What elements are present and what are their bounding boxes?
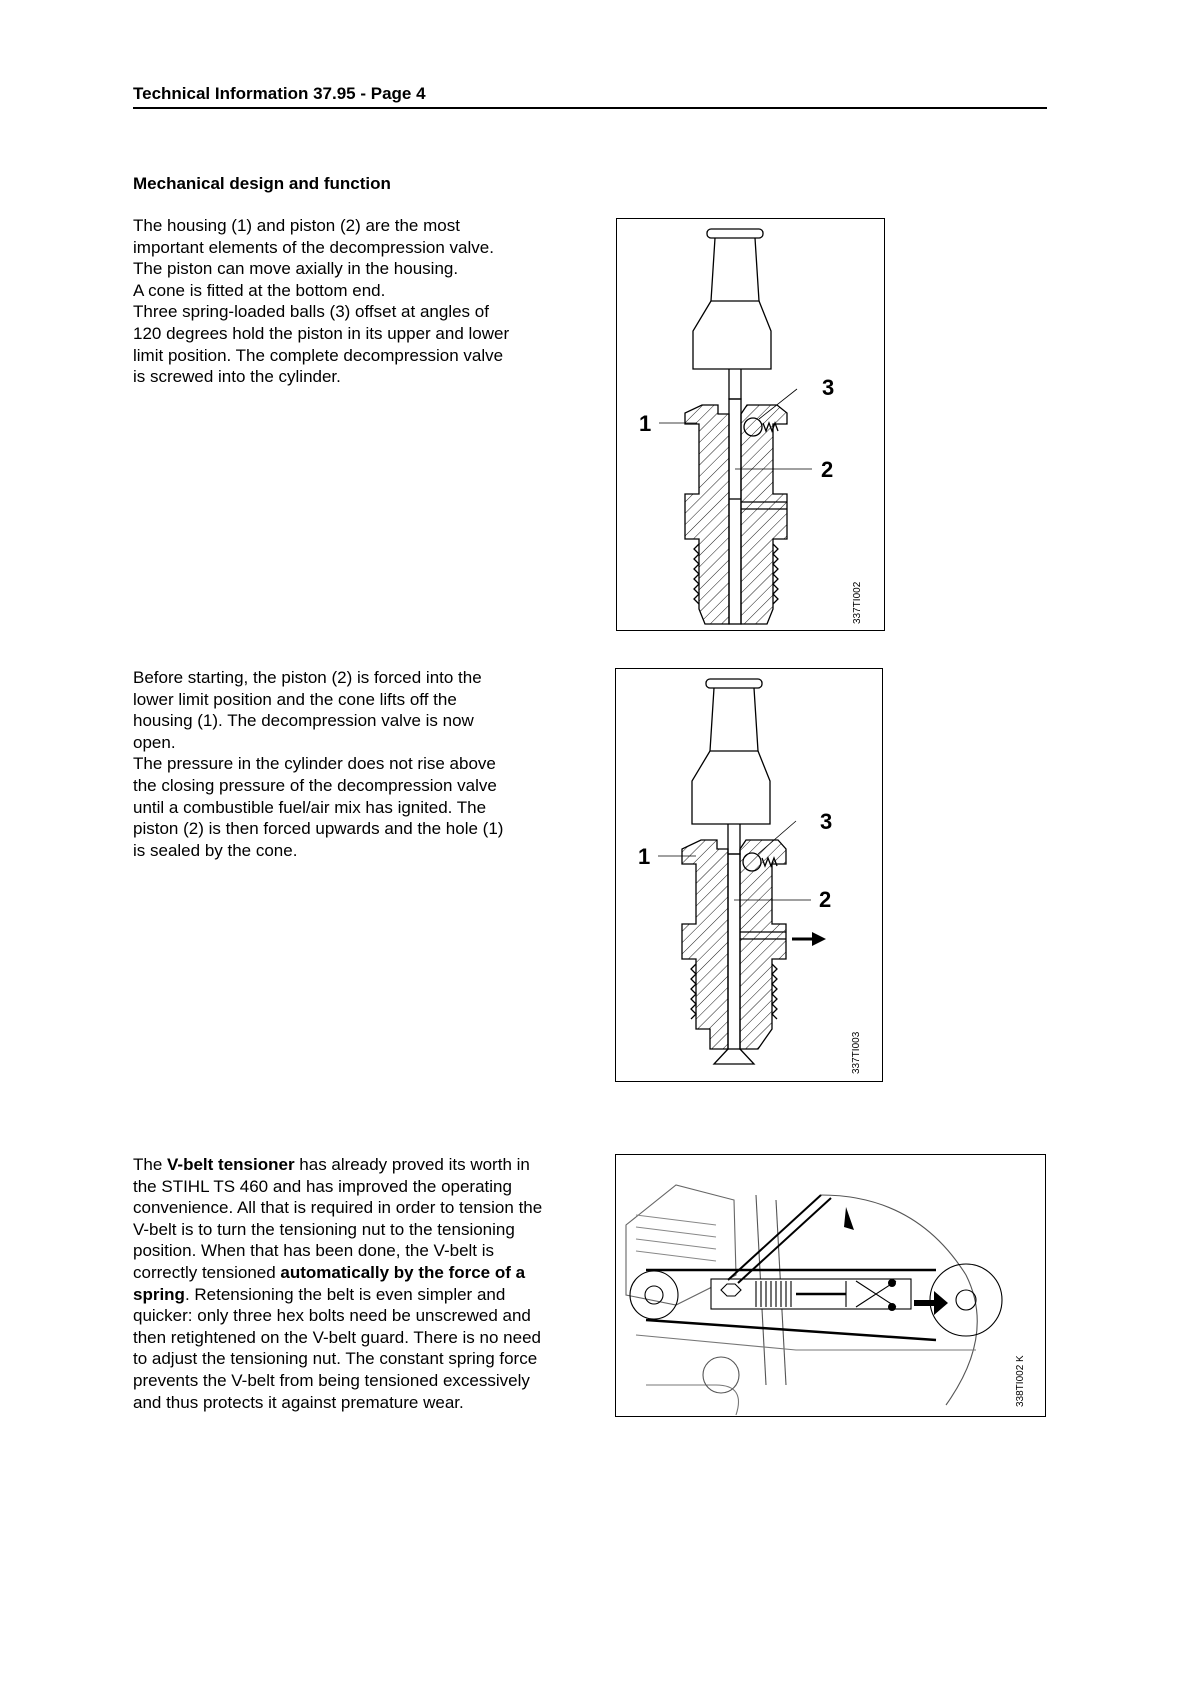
figure-v-belt-tensioner — [615, 1154, 1046, 1417]
figure-code: 337TI003 — [851, 1031, 862, 1074]
tensioner-drawing — [616, 1155, 1047, 1418]
text-line: the closing pressure of the decompression valve — [133, 775, 497, 795]
rotation-arrow-icon — [844, 1207, 854, 1230]
text-line: Three spring-loaded balls (3) offset at angles of — [133, 302, 489, 322]
text-line: The pressure in the cylinder does not rise above — [133, 754, 496, 774]
arrow-icon — [812, 932, 826, 946]
text-line: 120 degrees hold the piston in its upper and lower — [133, 323, 510, 343]
text-line: housing (1). The decompression valve is now — [133, 711, 474, 731]
figure-code: 338TI002 K — [1015, 1355, 1026, 1407]
bold-term: V-belt tensioner — [167, 1155, 295, 1174]
text-line: limit position. The complete decompression valve — [133, 345, 504, 365]
valve-drawing — [617, 219, 886, 632]
valve-drawing — [616, 669, 884, 1083]
label-housing: 1 — [638, 844, 651, 869]
text-line: piston (2) is then forced upwards and the hole (1) — [133, 819, 504, 839]
text-run: The — [133, 1155, 168, 1174]
section-title: Mechanical design and function — [133, 174, 391, 193]
text-line: open. — [133, 732, 176, 752]
text-line: is sealed by the cone. — [133, 840, 298, 860]
page-header: Technical Information 37.95 - Page 4 — [133, 84, 1047, 109]
text-line: The housing (1) and piston (2) are the most — [133, 216, 460, 235]
figure-decompression-valve-closed — [616, 218, 885, 631]
text-run: . Retensioning the belt is even simpler and quicker: only three hex bolts need be unscrewed and then retightened on the V-belt guard. There is no need to adjust the tensioning nut. The constant spring force prevents the V-belt from being tensioned excessively and thus protects it against premature wear. — [133, 1284, 541, 1412]
text-line: is screwed into the cylinder. — [133, 367, 341, 387]
text-line: The piston can move axially in the housing. — [133, 259, 459, 279]
label-piston: 2 — [821, 457, 834, 482]
figure-decompression-valve-open — [615, 668, 883, 1082]
text-run: has already proved its worth in the STIHL TS 460 and has improved the operating convenience. All that is required in order to tension the V-belt is to turn the tensioning nut to the tensioning position. When that has been done, the V-belt is correctly tensioned — [133, 1155, 543, 1282]
label-piston: 2 — [819, 887, 832, 912]
label-balls: 3 — [820, 809, 833, 834]
label-balls: 3 — [822, 375, 835, 400]
arrow-icon — [914, 1291, 948, 1315]
label-housing: 1 — [639, 411, 652, 436]
text-line: lower limit position and the cone lifts off the — [133, 689, 457, 709]
text-line: A cone is fitted at the bottom end. — [133, 280, 386, 300]
paragraph-v-belt-tensioner — [133, 1154, 558, 1413]
text-line: important elements of the decompression valve. — [133, 237, 494, 257]
bold-term: automatically by the force of a spring — [133, 1262, 526, 1304]
text-line: until a combustible fuel/air mix has ignited. The — [133, 797, 487, 817]
text-line: Before starting, the piston (2) is forced into the — [133, 668, 482, 687]
paragraph-decompression-design — [133, 215, 563, 388]
figure-code: 337TI002 — [852, 581, 863, 624]
paragraph-decompression-function — [133, 667, 563, 861]
